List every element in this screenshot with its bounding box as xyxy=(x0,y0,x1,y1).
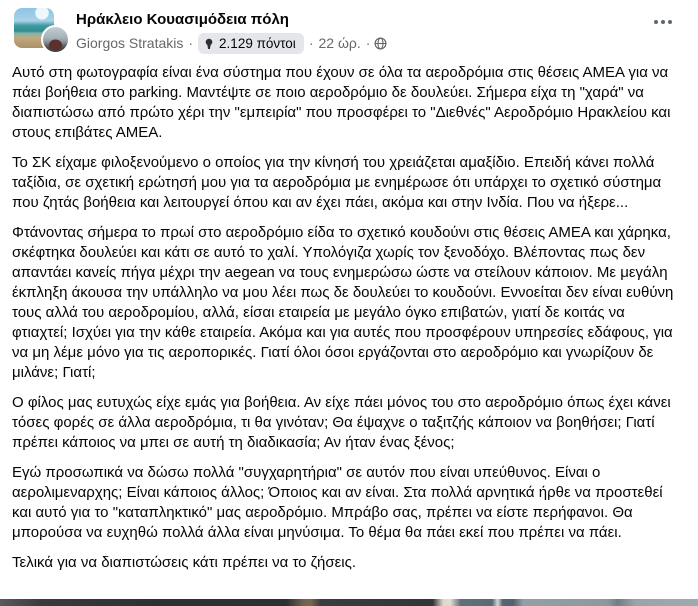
post-paragraph: Φτάνοντας σήμερα το πρωί στο αεροδρόμιο είδα το σχετικό κουδούνι στις θέσεις ΑΜΕΑ και χάρηκα, σκέφτηκα δουλεύει και κάτι σε αυτό το χαλί. Υπολόγιζα χωρίς τον ξενοδόχο. Βλέποντας πως δεν απαντάει κανείς πήγα μέχρι την aegean να τους ενημερώσω ώστε να στείλουν κάποιον. Με μεγάλη έκπληξη άκουσα την υπάλληλο να μου λέει πως δε δουλεύει το κουδούνι. Εννοείται δεν είναι ευθύνη τους αλλά του αεροδρομίου, αλλά, είσαι εταιρεία με μεγάλο όγκο επιβατών, γιατί δε κοιτάς να φτιαχτεί; Ισχύει για την κάθε εταιρεία. Ακόμα και για αυτές που προσφέρουν υπηρεσίες εδάφους, για να μη λέμε μόνο για τις αεροπορικές. Γιατί όλοι όσοι εργάζονται στο αεροδρόμιο και γνωρίζουν δε μιλάνε; Γιατί; xyxy=(12,224,674,381)
avatar-stack[interactable] xyxy=(14,8,74,56)
timestamp-link[interactable]: 22 ώρ. xyxy=(318,35,361,51)
post-text xyxy=(0,56,698,573)
author-name-link[interactable]: Giorgos Stratakis xyxy=(76,35,184,51)
header-text xyxy=(76,8,387,54)
separator-dot: · xyxy=(188,35,194,51)
author-avatar[interactable] xyxy=(41,25,70,54)
more-options-icon xyxy=(668,20,672,24)
globe-icon xyxy=(374,37,387,50)
points-badge-label: 2.129 πόντοι xyxy=(219,36,296,51)
medal-icon xyxy=(203,38,215,50)
byline xyxy=(76,33,387,54)
post-paragraph: Εγώ προσωπικά να δώσω πολλά "συγχαρητήρια" σε αυτόν που είναι υπεύθυνος. Είναι ο αερολιμεναρχης; Είναι κάποιος άλλος; Όποιος και αν είναι. Στα πολλά αρνητικά ήρθε να προστεθεί και αυτό για το "καταπληκτικό" μας αεροδρόμιο. Μπράβο σας, πρέπει να είστε περήφανοι. Θα μπορούσα να ευχηθώ πολλά άλλα είναι μηνύσιμα. Το θέμα θα πάει εκεί που πρέπει να πάει. xyxy=(12,464,663,541)
attached-photo-top-edge[interactable] xyxy=(0,599,698,606)
post-paragraph: Τελικά για να διαπιστώσεις κάτι πρέπει να το ζήσεις. xyxy=(12,554,357,571)
more-options-icon xyxy=(654,20,658,24)
points-badge[interactable] xyxy=(198,33,304,54)
post-paragraph: Αυτό στη φωτογραφία είναι ένα σύστημα που έχουν σε όλα τα αεροδρόμια στις θέσεις ΑΜΕΑ για να πάει βοήθεια στο parking. Μαντέψτε σε ποιο αεροδρόμιο δε δουλεύει. Σήμερα είχα τη "χαρά" να διαπιστώσω από πρώτο χέρι την "εμπειρία" που προσφέρει το "Διεθνές" Αεροδρόμιο Ηρακλείου και στους επιβάτες ΑΜΕΑ. xyxy=(12,64,671,141)
more-options-button[interactable] xyxy=(642,8,684,36)
post-header xyxy=(0,0,698,56)
post-paragraph: Ο φίλος μας ευτυχώς είχε εμάς για βοήθεια. Αν είχε πάει μόνος του στο αεροδρόμιο όπως έχει κάνει τόσες φορές σε άλλα αεροδρόμια, τι θα γινόταν; Θα έψαχνε ο ταξιτζής κάποιον να βοηθήσει; Γιατί πρέπει κάποιος να μπει σε αυτή τη διαδικασία; Αν ήταν ένας ξένος; xyxy=(12,394,671,451)
more-options-icon xyxy=(661,20,665,24)
group-name-link[interactable]: Ηράκλειο Κουασιμόδεια πόλη xyxy=(76,11,289,28)
separator-dot: · xyxy=(365,35,371,51)
separator-dot: · xyxy=(308,35,314,51)
post-paragraph: Το ΣΚ είχαμε φιλοξενούμενο ο οποίος για την κίνησή του χρειάζεται αμαξίδιο. Επειδή κάνει πολλά ταξίδια, σε σχετική ερώτησή μου για τα αεροδρόμια με ενημέρωσε ότι υπάρχει το σχετικό σύστημα που ζητάς βοήθεια και λειτουργεί όπου και αν έχει πάει, ακόμα και στην Ινδία. Που να ήξερε... xyxy=(12,154,662,211)
